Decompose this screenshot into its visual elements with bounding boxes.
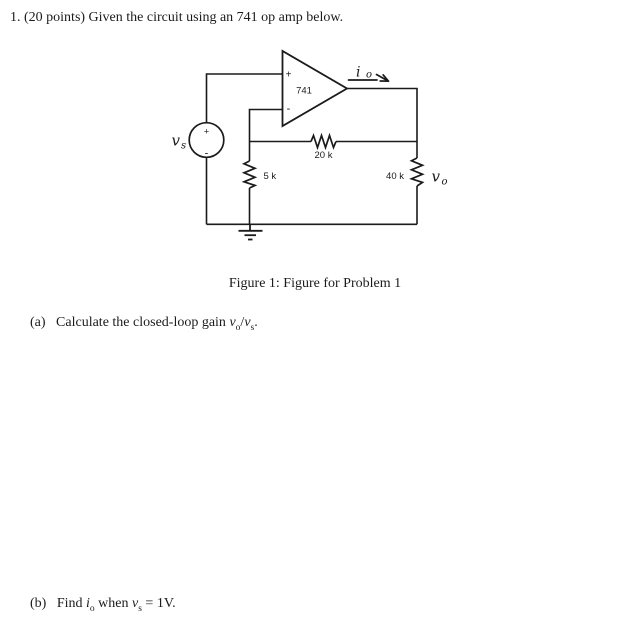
part-a-text: Calculate the closed-loop gain xyxy=(56,315,226,330)
problem-title: 1. (20 points) Given the circuit using an 741 op amp below. xyxy=(10,10,344,25)
resistor-20k xyxy=(311,136,336,148)
circuit-figure xyxy=(160,45,460,250)
source-minus-label: - xyxy=(204,147,209,160)
circuit-wires xyxy=(204,74,418,224)
part-b-label: (b) xyxy=(30,596,47,611)
svg-text:v: v xyxy=(171,131,180,150)
svg-text:o: o xyxy=(366,69,373,81)
part-a-line xyxy=(30,315,258,331)
inverting-input-label: - xyxy=(286,103,291,115)
output-current-label xyxy=(356,65,372,81)
source-plus-label: + xyxy=(203,126,210,137)
svg-text:s: s xyxy=(181,140,187,152)
resistor-5k xyxy=(244,161,255,188)
noninverting-input-label: + xyxy=(285,69,292,81)
svg-text:i: i xyxy=(356,64,361,81)
output-voltage-label xyxy=(432,168,448,188)
circuit-svg xyxy=(160,45,460,250)
part-b-vs: $v_s$ xyxy=(132,596,142,614)
svg-text:o: o xyxy=(441,176,448,188)
part-a-math: $v_o/v_s$. xyxy=(229,315,258,333)
opamp-label: 741 xyxy=(296,85,312,97)
opamp-triangle xyxy=(283,51,348,126)
part-b-when: when xyxy=(98,596,129,611)
resistor-20k-label: 20 k xyxy=(314,150,333,161)
part-b-find: Find xyxy=(56,596,83,611)
figure-caption: Figure 1: Figure for Problem 1 xyxy=(228,276,402,291)
source-name-label xyxy=(172,132,187,152)
part-b-equation: = 1V. xyxy=(145,596,176,611)
part-a-label: (a) xyxy=(30,315,46,330)
part-b-io: $i_o$ xyxy=(86,596,95,614)
ground-icon xyxy=(239,224,263,239)
resistor-5k-label: 5 k xyxy=(263,171,277,182)
svg-text:v: v xyxy=(431,167,440,186)
part-b-line xyxy=(30,596,176,612)
resistor-40k-label: 40 k xyxy=(386,171,404,182)
resistor-40k xyxy=(412,158,423,186)
